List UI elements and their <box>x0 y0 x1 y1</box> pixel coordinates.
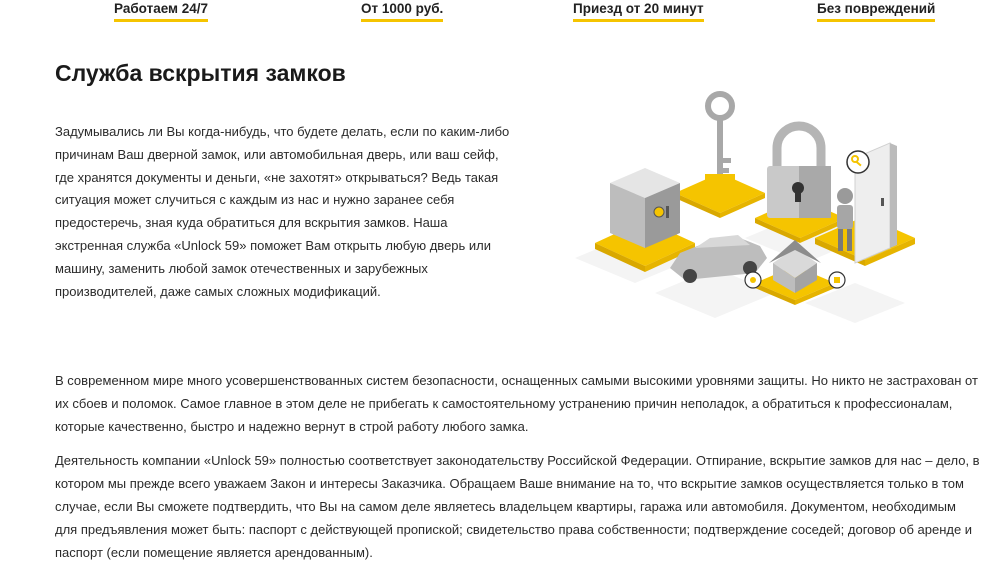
feature-no-damage: Без повреждений <box>817 0 935 22</box>
body-paragraph-security: В современном мире много усовершенствованных систем безопасности, оснащенных самыми высокими уровнями защиты. Но никто не застрахован от их сбоев и поломок. Самое главное в этом деле не прибегать к самостоятельному устранению причин неполадок, а обратиться к профессионалам, которые качественно, быстро и надежно вернут в строй работу любого замка. <box>55 373 978 434</box>
feature-price: От 1000 руб. <box>361 0 443 22</box>
body-paragraph-legal: Деятельность компании «Unlock 59» полностью соответствует законодательству Российской Федерации. Отпирание, вскрытие замков для нас – дело, в котором мы прежде всего уважаем Закон и интересы Заказчика. Обращаем Ваше внимание на то, что вскрытие замков осуществляется только в том случае, если Вы сможете подтвердить, что Вы на самом деле являетесь владельцем квартиры, гаража или автомобиля. Документом, необходимым для предъявления может быть: паспорт с действующей пропиской; свидетельство права собственности; подтверждение соседей; договор об аренде и паспорт (если помещение является арендованным). <box>55 453 980 560</box>
feature-24-7: Работаем 24/7 <box>114 0 208 22</box>
feature-arrival: Приезд от 20 минут <box>573 0 704 22</box>
padlock-icon <box>767 126 831 218</box>
safe-icon <box>610 168 680 248</box>
page-title: Служба вскрытия замков <box>55 60 346 86</box>
key-icon <box>705 94 735 188</box>
lock-services-illustration <box>555 88 975 350</box>
intro-paragraph: Задумывались ли Вы когда-нибудь, что будете делать, если по каким-либо причинам Ваш дверной замок, или автомобильная дверь, или ваш сейф, где хранятся документы и деньги, «не захотят» открываться? Ведь такая ситуация может случиться с каждым из нас и нужно заранее себя предостеречь, зная куда обратиться для вскрытия замков. Наша экстренная служба «Unlock 59» поможет Вам открыть любую дверь или машину, заменить любой замок отечественных и зарубежных производителей, даже самых сложных модификаций. <box>55 124 510 299</box>
features-bar <box>0 0 1000 22</box>
